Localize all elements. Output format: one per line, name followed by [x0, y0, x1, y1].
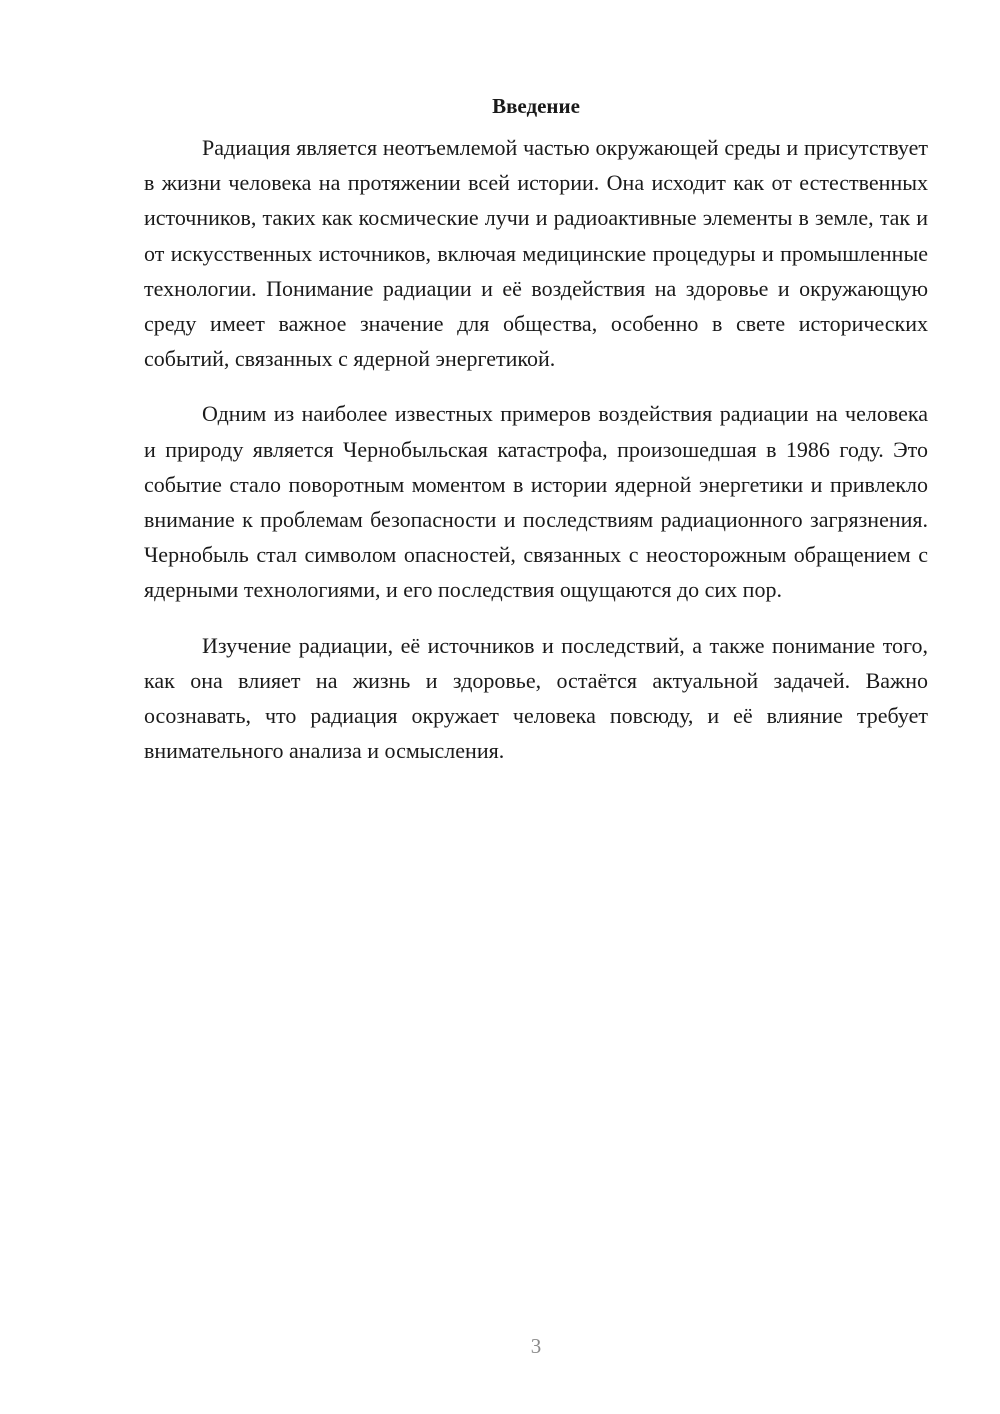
- paragraph-1: Радиация является неотъемлемой частью окружающей среды и присутствует в жизни человека на протяжении всей истории. Она исходит как от естественных источников, таких как космические лучи и радиоактивные элементы в земле, так и от искусственных источников, включая медицинские процедуры и промышленные технологии. Понимание радиации и её воздействия на здоровье и окружающую среду имеет важное значение для общества, особенно в свете исторических событий, связанных с ядерной энергетикой.: [144, 135, 928, 372]
- paragraph-2: Одним из наиболее известных примеров воздействия радиации на человека и природу является Чернобыльская катастрофа, произошедшая в 1986 году. Это событие стало поворотным моментом в истории ядерной энергетики и привлекло внимание к проблемам безопасности и последствиям радиационного загрязнения. Чернобыль стал символом опасностей, связанных с неосторожным обращением с ядерными технологиями, и его последствия ощущаются до сих пор.: [144, 401, 928, 603]
- page-content: [144, 92, 928, 788]
- section-title: Введение: [492, 94, 580, 118]
- page-number: 3: [530, 1334, 542, 1358]
- paragraph-3: Изучение радиации, её источников и последствий, а также понимание того, как она влияет на жизнь и здоровье, остаётся актуальной задачей. Важно осознавать, что радиация окружает человека повсюду, и её влияние требует внимательного анализа и осмысления.: [144, 632, 928, 764]
